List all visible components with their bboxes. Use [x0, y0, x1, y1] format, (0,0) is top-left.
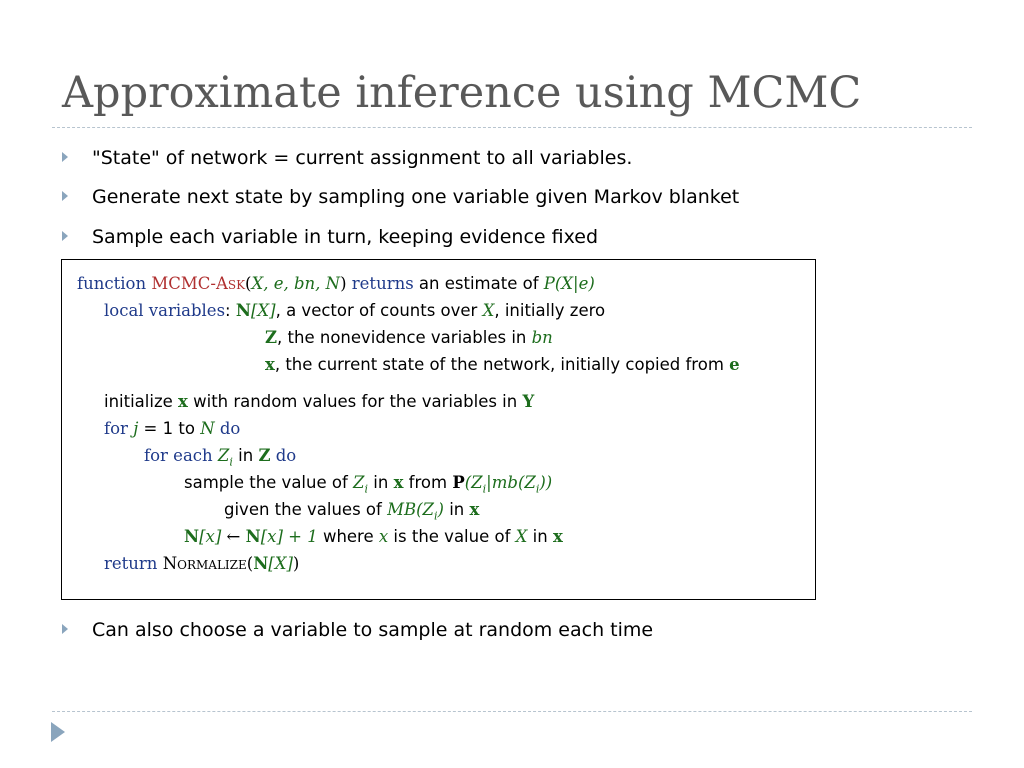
slide-title: Approximate inference using MCMC	[62, 68, 862, 118]
paren-close: )	[340, 274, 347, 293]
math-paren-close: )	[437, 500, 444, 519]
math-X: X	[515, 527, 528, 546]
keyword-function: function	[77, 274, 147, 293]
math-N: N	[253, 554, 269, 573]
algo-line-given	[224, 499, 479, 527]
bullet-text: Sample each variable in turn, keeping evidence fixed	[92, 226, 599, 248]
algo-line-return	[104, 553, 299, 575]
function-name: MCMC-A	[151, 274, 228, 293]
math-x: x	[552, 527, 563, 546]
math-e: e	[729, 355, 740, 374]
bullet-item	[62, 618, 653, 642]
math-MB: MB(Z	[387, 500, 434, 519]
paren-close: )	[292, 554, 300, 573]
text: with random values for the variables in	[187, 392, 523, 411]
params: X, e, bn, N	[251, 274, 341, 293]
bullet-item	[62, 225, 598, 249]
math-NX: [X]	[250, 301, 276, 320]
math-P: P	[452, 473, 465, 492]
text: sample the value of	[184, 473, 354, 492]
triangle-right-icon	[62, 152, 68, 162]
play-arrow-icon[interactable]	[51, 722, 65, 742]
algorithm-box	[61, 259, 816, 600]
math-j: j	[133, 419, 139, 438]
math-x: x	[469, 500, 480, 519]
math-x-index: [x]	[199, 527, 222, 546]
keyword-local-variables: local variables	[104, 301, 226, 320]
algo-line-sample	[184, 472, 552, 500]
algo-line-for	[104, 418, 240, 440]
math-x: x	[265, 355, 275, 374]
text: initialize	[104, 392, 179, 411]
algo-line-x	[265, 354, 740, 376]
math-X: [X]	[268, 554, 293, 573]
math-sub: i	[229, 455, 233, 469]
math-x: x	[378, 527, 389, 546]
bottom-divider	[52, 711, 972, 712]
top-divider	[52, 127, 972, 128]
text: where	[317, 527, 379, 546]
math-paren: (Z	[464, 473, 483, 492]
algo-line-z	[265, 327, 553, 349]
text: in	[368, 473, 394, 492]
triangle-right-icon	[62, 231, 68, 241]
math-arrow: ←	[221, 527, 246, 546]
math-x: x	[178, 392, 188, 411]
math-N: N	[184, 527, 200, 546]
math-sub: i	[364, 482, 369, 496]
algo-line-initialize	[104, 391, 534, 413]
math-pxe: P(X|e)	[543, 274, 595, 293]
math-x-plus-one: [x] + 1	[260, 527, 318, 546]
text: is the value of	[388, 527, 516, 546]
algo-line-local-vars	[104, 300, 605, 322]
math-N: N	[200, 419, 215, 438]
math-bn: bn	[531, 328, 553, 347]
math-sub: i	[535, 482, 540, 496]
bullet-item	[62, 185, 739, 209]
algo-line-foreach	[144, 445, 296, 473]
math-X: X	[482, 301, 495, 320]
math-mb: |mb(Z	[486, 473, 536, 492]
text: in	[443, 500, 470, 519]
text: given the values of	[224, 500, 388, 519]
algo-line-signature	[77, 273, 595, 295]
math-Z: Z	[265, 328, 278, 347]
keyword-return: return	[104, 554, 158, 573]
triangle-right-icon	[62, 191, 68, 201]
keyword-do: do	[275, 446, 297, 465]
math-Z: Z	[258, 446, 271, 465]
text: , a vector of counts over	[275, 301, 483, 320]
text: in	[232, 446, 259, 465]
math-sub: i	[433, 509, 438, 523]
math-x: x	[393, 473, 404, 492]
math-Zi: Z	[217, 446, 230, 465]
returns-desc: an estimate of	[413, 274, 544, 293]
text: , initially zero	[494, 301, 606, 320]
text: from	[403, 473, 453, 492]
paren-open: (	[245, 274, 252, 293]
algo-line-update	[184, 526, 563, 548]
text: , the nonevidence variables in	[277, 328, 532, 347]
math-N: N	[235, 301, 251, 320]
math-sub: i	[482, 482, 487, 496]
math-Y: Y	[522, 392, 535, 411]
colon: :	[225, 301, 236, 320]
function-name-suffix: sk	[227, 274, 246, 293]
triangle-right-icon	[62, 624, 68, 634]
text: , the current state of the network, initially copied from	[274, 355, 730, 374]
bullet-text: Generate next state by sampling one variable given Markov blanket	[92, 186, 740, 208]
bullet-item	[62, 146, 632, 170]
text: = 1 to	[138, 419, 201, 438]
bullet-text: Can also choose a variable to sample at random each time	[92, 619, 654, 641]
math-N: N	[245, 527, 261, 546]
bullet-text: "State" of network = current assignment to all variables.	[92, 147, 633, 169]
function-normalize: Normalize	[162, 554, 247, 573]
paren-open: (	[246, 554, 254, 573]
math-paren-close: ))	[539, 473, 553, 492]
keyword-do: do	[219, 419, 241, 438]
keyword-returns: returns	[351, 274, 414, 293]
keyword-for-each: for each	[144, 446, 213, 465]
keyword-for: for	[104, 419, 128, 438]
math-Zi: Z	[353, 473, 365, 492]
text: in	[527, 527, 553, 546]
